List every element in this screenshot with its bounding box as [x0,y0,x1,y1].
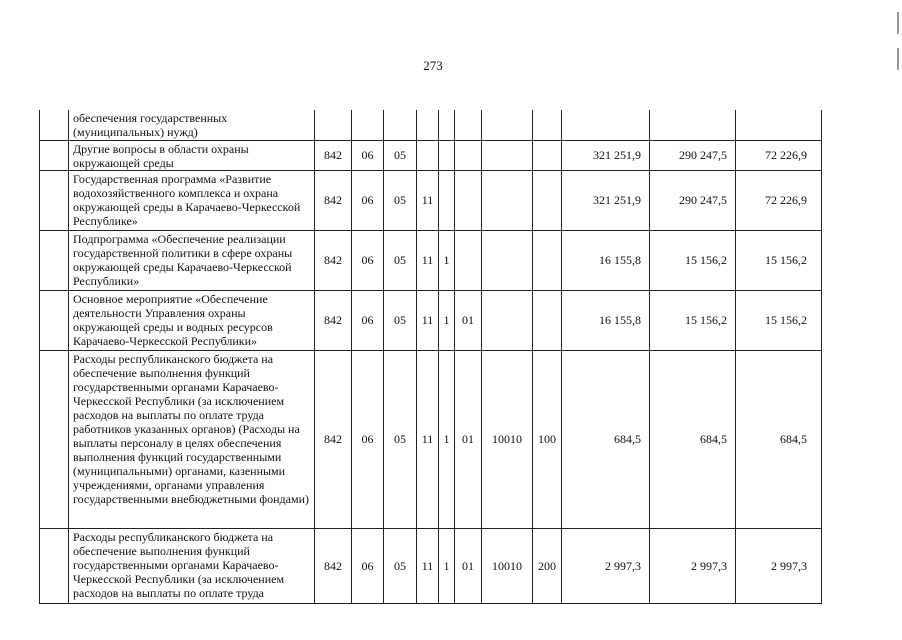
item-name-cell: Расходы республиканского бюджета на обеспечение выполнения функций государственными органами Карачаево-Черкесской Республики (за исключением расходов на выплаты по оплате труда работников указанных органов) (Расходы на выплаты персоналу в целях обеспечения выполнения функций государственными (муниципальными) органами, казенными учреждениями, органами управления государственными внебюджетными фондами) [69,350,315,528]
amount-year1-cell: 2 997,3 [562,528,650,603]
index-cell [40,528,69,603]
direction-code-cell [482,140,533,170]
amount-year3-cell: 2 997,3 [736,528,822,603]
amount-year1-cell: 321 251,9 [562,170,650,230]
scan-edge-mark [897,12,899,34]
amount-year3-cell: 15 156,2 [736,230,822,290]
item-name-cell: Другие вопросы в области охраны окружающей среды [69,140,315,170]
section-code-cell: 06 [352,230,384,290]
section-code-cell: 06 [352,170,384,230]
program-code-cell [417,110,439,140]
item-name-cell: обеспечения государственных (муниципальных) нужд) [69,110,315,140]
expense-type-cell [533,140,562,170]
page-number: 273 [423,58,443,73]
expense-type-cell [533,290,562,350]
program-code-cell: 11 [417,528,439,603]
item-name-cell: Государственная программа «Развитие водохозяйственного комплекса и охрана окружающей среды в Карачаево-Черкесской Республике» [69,170,315,230]
table-row [40,290,822,350]
section-code-cell: 06 [352,528,384,603]
amount-year1-cell [562,110,650,140]
subprogram-code-cell [439,170,455,230]
index-cell [40,170,69,230]
subprogram-code-cell: 1 [439,350,455,528]
expense-type-cell [533,230,562,290]
amount-year3-cell: 72 226,9 [736,140,822,170]
dept-code-cell: 842 [315,230,352,290]
table-row [40,528,822,603]
index-cell [40,290,69,350]
subsection-code-cell: 05 [384,170,417,230]
amount-year2-cell: 15 156,2 [650,230,736,290]
direction-code-cell: 10010 [482,350,533,528]
subprogram-code-cell [439,110,455,140]
amount-year2-cell: 290 247,5 [650,170,736,230]
amount-year3-cell: 684,5 [736,350,822,528]
section-code-cell: 06 [352,290,384,350]
measure-code-cell: 01 [455,350,482,528]
amount-year1-cell: 16 155,8 [562,290,650,350]
measure-code-cell [455,170,482,230]
program-code-cell: 11 [417,350,439,528]
direction-code-cell [482,110,533,140]
subprogram-code-cell: 1 [439,230,455,290]
dept-code-cell: 842 [315,350,352,528]
measure-code-cell [455,230,482,290]
table-row [40,110,822,140]
subsection-code-cell: 05 [384,350,417,528]
amount-year2-cell: 2 997,3 [650,528,736,603]
expense-type-cell [533,110,562,140]
subprogram-code-cell [439,140,455,170]
item-name-cell: Расходы республиканского бюджета на обеспечение выполнения функций государственными органами Карачаево-Черкесской Республики (за исключением расходов на выплаты по оплате труда [69,528,315,603]
amount-year2-cell: 684,5 [650,350,736,528]
item-name-cell: Подпрограмма «Обеспечение реализации государственной политики в сфере охраны окружающей среды Карачаево-Черкесской Республики» [69,230,315,290]
subsection-code-cell: 05 [384,290,417,350]
table-row [40,350,822,528]
table-row [40,140,822,170]
measure-code-cell: 01 [455,290,482,350]
dept-code-cell: 842 [315,170,352,230]
program-code-cell: 11 [417,290,439,350]
expense-type-cell: 100 [533,350,562,528]
amount-year1-cell: 321 251,9 [562,140,650,170]
subsection-code-cell: 05 [384,230,417,290]
subsection-code-cell: 05 [384,140,417,170]
index-cell [40,110,69,140]
measure-code-cell: 01 [455,528,482,603]
amount-year2-cell: 290 247,5 [650,140,736,170]
direction-code-cell: 10010 [482,528,533,603]
subsection-code-cell: 05 [384,528,417,603]
program-code-cell: 11 [417,230,439,290]
expense-type-cell: 200 [533,528,562,603]
section-code-cell: 06 [352,140,384,170]
direction-code-cell [482,290,533,350]
index-cell [40,140,69,170]
dept-code-cell: 842 [315,140,352,170]
expense-type-cell [533,170,562,230]
amount-year2-cell: 15 156,2 [650,290,736,350]
program-code-cell: 11 [417,170,439,230]
section-code-cell: 06 [352,350,384,528]
index-cell [40,230,69,290]
subprogram-code-cell: 1 [439,290,455,350]
program-code-cell [417,140,439,170]
dept-code-cell: 842 [315,528,352,603]
budget-table [39,110,822,604]
subprogram-code-cell: 1 [439,528,455,603]
table-row [40,230,822,290]
subsection-code-cell [384,110,417,140]
item-name-cell: Основное мероприятие «Обеспечение деятельности Управления охраны окружающей среды и водных ресурсов Карачаево-Черкесской Республики» [69,290,315,350]
direction-code-cell [482,230,533,290]
amount-year2-cell [650,110,736,140]
dept-code-cell [315,110,352,140]
measure-code-cell [455,110,482,140]
section-code-cell [352,110,384,140]
direction-code-cell [482,170,533,230]
table-row [40,170,822,230]
amount-year3-cell: 15 156,2 [736,290,822,350]
index-cell [40,350,69,528]
scan-edge-mark [897,48,899,70]
amount-year3-cell [736,110,822,140]
amount-year1-cell: 684,5 [562,350,650,528]
dept-code-cell: 842 [315,290,352,350]
amount-year3-cell: 72 226,9 [736,170,822,230]
measure-code-cell [455,140,482,170]
amount-year1-cell: 16 155,8 [562,230,650,290]
